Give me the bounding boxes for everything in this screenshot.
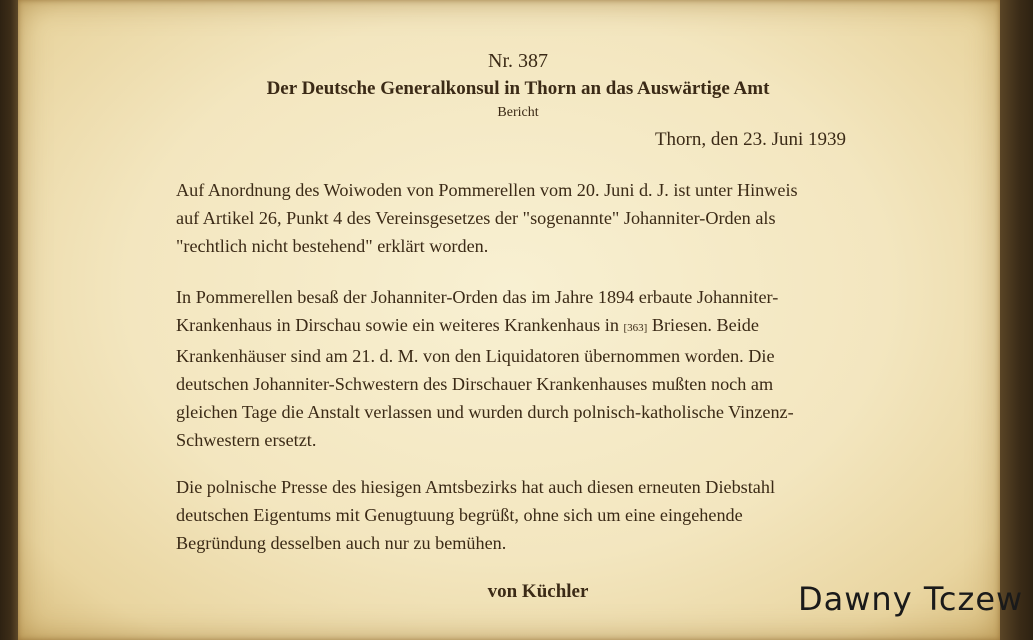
watermark-text: Dawny Tczew <box>798 580 1024 618</box>
paragraph-text: Krankenhaus in Dirschau sowie ein weiteres Krankenhaus in <box>176 315 624 335</box>
paragraph-line: Schwestern ersetzt. <box>176 430 317 450</box>
paragraph-line: gleichen Tage die Anstalt verlassen und wurden durch polnisch-katholische Vinzenz- <box>176 402 794 422</box>
document-date: Thorn, den 23. Juni 1939 <box>654 129 846 150</box>
document-type: Bericht <box>497 105 539 120</box>
paragraph-line: deutschen Johanniter-Schwestern des Dirschauer Krankenhauses mußten noch am <box>176 374 774 394</box>
paragraph-line <box>176 311 896 342</box>
document-number: Nr. 387 <box>488 50 548 72</box>
paragraph-line: Auf Anordnung des Woiwoden von Pommerellen vom 20. Juni d. J. ist unter Hinweis <box>176 180 798 200</box>
paragraph-text: Briesen. Beide <box>647 315 759 335</box>
page-reference: [363] <box>623 322 648 334</box>
paragraph-1 <box>176 176 896 260</box>
parchment-page <box>18 0 1000 640</box>
paragraph-line: deutschen Eigentums mit Genugtuung begrüßt, ohne sich um eine eingehende <box>176 505 743 525</box>
paragraph-line: Die polnische Presse des hiesigen Amtsbezirks hat auch diesen erneuten Diebstahl <box>176 477 776 497</box>
document-title: Der Deutsche Generalkonsul in Thorn an das Auswärtige Amt <box>266 78 770 99</box>
paragraph-2 <box>176 283 896 454</box>
signature: von Küchler <box>487 581 589 602</box>
paragraph-line: Krankenhäuser sind am 21. d. M. von den Liquidatoren übernommen worden. Die <box>176 346 775 366</box>
left-border <box>0 0 18 640</box>
paragraph-line: In Pommerellen besaß der Johanniter-Orden das im Jahre 1894 erbaute Johanniter- <box>176 287 779 307</box>
paragraph-line: "rechtlich nicht bestehend" erklärt worden. <box>176 236 489 256</box>
paragraph-3 <box>176 473 896 557</box>
paragraph-line: auf Artikel 26, Punkt 4 des Vereinsgesetzes der "sogenannte" Johanniter-Orden als <box>176 208 776 228</box>
paragraph-line: Begründung desselben auch nur zu bemühen. <box>176 533 507 553</box>
